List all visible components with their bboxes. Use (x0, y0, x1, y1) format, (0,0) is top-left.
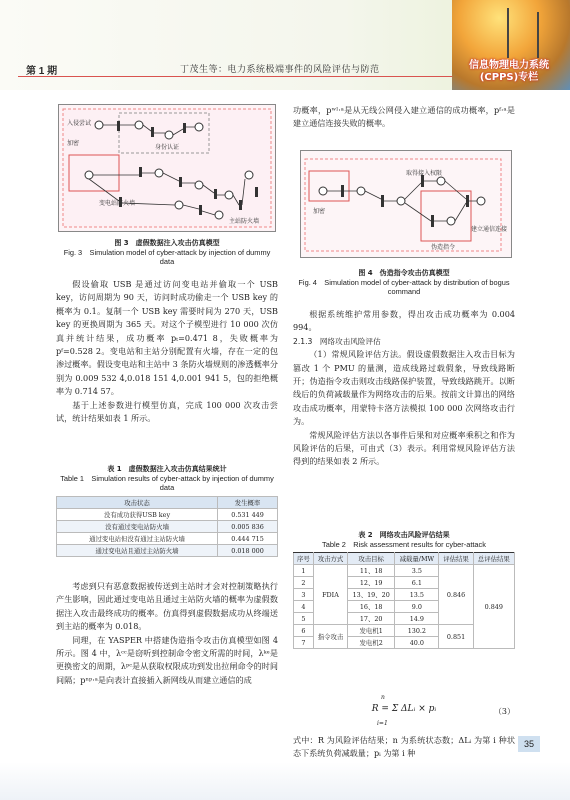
paragraph: 功概率，pʷˡ·ᵃ是从无线公网侵入建立通信的成功概率，pᶠ·ᵃ是建立通信连接失败的概率。 (293, 105, 515, 129)
fig3-label: 加密 (67, 140, 80, 147)
issue-number: 第 1 期 (26, 66, 58, 77)
paragraph: 式中：R 为风险评估结果；n 为系统状态数；ΔLᵢ 为第 i 种状态下系统负荷减载量；pᵢ 为第 i 种 (293, 735, 515, 759)
figure-4 (300, 150, 512, 258)
table-cell: 17、20 (348, 613, 395, 625)
table-cell: 0.005 836 (218, 521, 278, 533)
fig3-label: 变电站防火墙 (99, 200, 136, 207)
table-cell: 6 (294, 625, 314, 637)
paragraph: 基于上述参数进行模型仿真，完成 100 000 次攻击尝试，统计结果如表 1 所示。 (56, 399, 278, 424)
column-header: 攻击状态 (57, 497, 218, 509)
eval-cell: 0.846 (439, 565, 473, 625)
table-cell: 5 (294, 613, 314, 625)
table-cell: 16、18 (348, 601, 395, 613)
table-cell: 7 (294, 637, 314, 649)
table-cell: 0.018 000 (218, 545, 278, 557)
table-header-row (294, 553, 515, 565)
column-header: 攻击目标 (348, 553, 395, 565)
page-number: 35 (518, 736, 540, 752)
fig4-diagram (301, 151, 511, 257)
fig4-caption-en: Fig. 4 Simulation model of cyber-attack by distribution of bogus command (298, 278, 510, 296)
table-cell: 40.0 (395, 637, 439, 649)
power-tower-icon (507, 8, 509, 58)
table2-caption-cn: 表 2 网络攻击风险评估结果 (358, 531, 450, 539)
sum-lower: i=1 (377, 720, 388, 727)
total-eval-cell: 0.849 (473, 565, 514, 649)
table-cell: 2 (294, 577, 314, 589)
left-column-text-2 (56, 580, 278, 687)
fig3-label: 入侵尝试 (67, 120, 92, 127)
paragraph: 考虑到只有恶意数据被传送到主站时才会对控制策略执行产生影响，因此通过变电站且通过主站防火墙的概率为虚假数据注入攻击最终成功的概率。仿真得到虚假数据成功从终端送到主站的概率为 0.018。 (56, 581, 278, 632)
footer-band (0, 762, 570, 800)
table-cell: 9.0 (395, 601, 439, 613)
paragraph: 同理，在 YASPER 中搭建伪造指令攻击仿真模型如图 4 所示。图 4 中，λᶜᶜ是窃听到控制命令密文所需的时间，λᵏᵉ是更换密文的周期，λᵖᶜ是从获取权限成功到发出拉闸命令的时间间隔；pⁿᵖ·ᵃ是向表计直接插入新网线从而建立通信的成 (56, 634, 278, 685)
fig4-label: 加密 (313, 208, 326, 215)
section-heading: 2.1.3 网络攻击风险评估 (293, 336, 381, 346)
running-head: 丁茂生等：电力系统极端事件的风险评估与防范 (180, 65, 380, 75)
table-cell: 11、18 (348, 565, 395, 577)
table-row (294, 565, 515, 577)
paragraph: 根据系统维护常用参数，得出攻击成功概率为 0.004 994。 (293, 309, 515, 333)
column-header: 发生概率 (218, 497, 278, 509)
fig4-caption (293, 268, 515, 296)
table-cell: 6.1 (395, 577, 439, 589)
table-row (57, 545, 278, 557)
table-cell: 通过变电站且通过主站防火墙 (57, 545, 218, 557)
table-cell: 通过变电站但没有通过主站防火墙 (57, 533, 218, 545)
column-header: 评估结果 (439, 553, 473, 565)
equation-block (293, 692, 515, 732)
paragraph: （1）常规风险评估方法。假设虚假数据注入攻击目标为篡改 1 个 PMU 的量测，造成线路过载假象，导致线路断开；伪造指令攻击则攻击线路保护装置，导致线路跳开。以断线后的负荷减载量作为网络攻击的后果。按前文计算出的网络攻击成功概率，用蒙特卡洛方法模拟 100 000 次网络攻击行为。 (293, 349, 515, 427)
sum-upper: n (381, 694, 385, 701)
table-cell: 0.444 715 (218, 533, 278, 545)
fig3-label: 身份认证 (155, 144, 180, 151)
table-row (57, 509, 278, 521)
table-cell: 4 (294, 601, 314, 613)
equation-number: （3） (493, 707, 515, 716)
column-header: 序号 (294, 553, 314, 565)
right-column-text (293, 308, 515, 469)
equation-3 (293, 694, 515, 732)
attack-method-cell: FDIA (313, 565, 347, 625)
badge-text: 信息物理电力系统(CPPS)专栏 (469, 60, 549, 83)
table-cell: 130.2 (395, 625, 439, 637)
table-row (57, 521, 278, 533)
table2-grid (293, 552, 515, 649)
eval-cell: 0.851 (439, 625, 473, 649)
table1-caption-cn: 表 1 虚假数据注入攻击仿真结果统计 (107, 465, 227, 473)
table-2 (293, 530, 515, 649)
table-cell: 没有成功获得USB key (57, 509, 218, 521)
table-cell: 13、19、20 (348, 589, 395, 601)
left-column-text (56, 278, 278, 425)
table-cell: 没有通过变电站防火墙 (57, 521, 218, 533)
fig3-label: 主站防火墙 (229, 218, 260, 225)
table-cell: 0.531 449 (218, 509, 278, 521)
fig3-caption-en: Fig. 3 Simulation model of cyber-attack by injection of dummy data (63, 248, 271, 266)
attack-method-cell: 指令攻击 (313, 625, 347, 649)
table-cell: 14.9 (395, 613, 439, 625)
table-header-row (57, 497, 278, 509)
column-header: 减载量/MW (395, 553, 439, 565)
table2-caption-en: Table 2 Risk assessment results for cyber-attack (322, 540, 486, 549)
table-cell: 12、19 (348, 577, 395, 589)
table-cell: 3.5 (395, 565, 439, 577)
fig4-label: 取得接入权限 (406, 170, 443, 177)
table-row (57, 533, 278, 545)
right-column-after-eq (293, 734, 515, 761)
table-cell: 发电机2 (348, 637, 395, 649)
table-cell: 发电机1 (348, 625, 395, 637)
right-column-top (293, 104, 515, 131)
fig3-diagram (59, 105, 275, 231)
paragraph: 假设偷取 USB 是通过访问变电站并偷取一个 USB key，访问周期为 90 天，访问时成功偷走一个 USB key 的概率为 0.1。复制一个 USB key 需要时间为 270 天，USB key 的更换周期为 365 天。对这个子模型进行 10 000 次仿真并统计结果，成功概率 pₜ=0.471 8，失败概率为 pᶠ=0.528 2。变电站和主站分别配置有火墙，存在一定的包渗过概率。假设变电站和主站中 3 条防火墙规则的渗透概率分别为 0.009 532 4,0.018 151 4,0.001 941 5，包的拒绝概率为 0.714 57。 (56, 279, 278, 397)
fig3-caption (56, 238, 278, 266)
equation-text: R = Σ ΔLᵢ × pᵢ (371, 704, 437, 714)
table1-caption-en: Table 1 Simulation results of cyber-attack by injection of dummy data (60, 474, 274, 492)
table-cell: 13.5 (395, 589, 439, 601)
fig4-caption-cn: 图 4 伪造指令攻击仿真模型 (358, 269, 450, 277)
table-1 (56, 464, 278, 557)
table1-grid (56, 496, 278, 557)
fig4-label: 伪造指令 (431, 244, 456, 251)
figure-3 (58, 104, 276, 232)
fig4-label: 建立通信连接 (471, 226, 508, 233)
table-cell: 3 (294, 589, 314, 601)
column-header: 总评估结果 (473, 553, 514, 565)
fig3-caption-cn: 图 3 虚假数据注入攻击仿真模型 (114, 239, 220, 247)
column-header: 攻击方式 (313, 553, 347, 565)
column-badge (452, 0, 570, 90)
power-tower-icon (537, 12, 539, 58)
paragraph: 常规风险评估方法以各事件后果和对应概率乘积之和作为风险评估的后果，可由式（3）表示。利用常规风险评估方法得到的结果如表 2 所示。 (293, 429, 515, 467)
page-header (0, 0, 570, 90)
table-cell: 1 (294, 565, 314, 577)
